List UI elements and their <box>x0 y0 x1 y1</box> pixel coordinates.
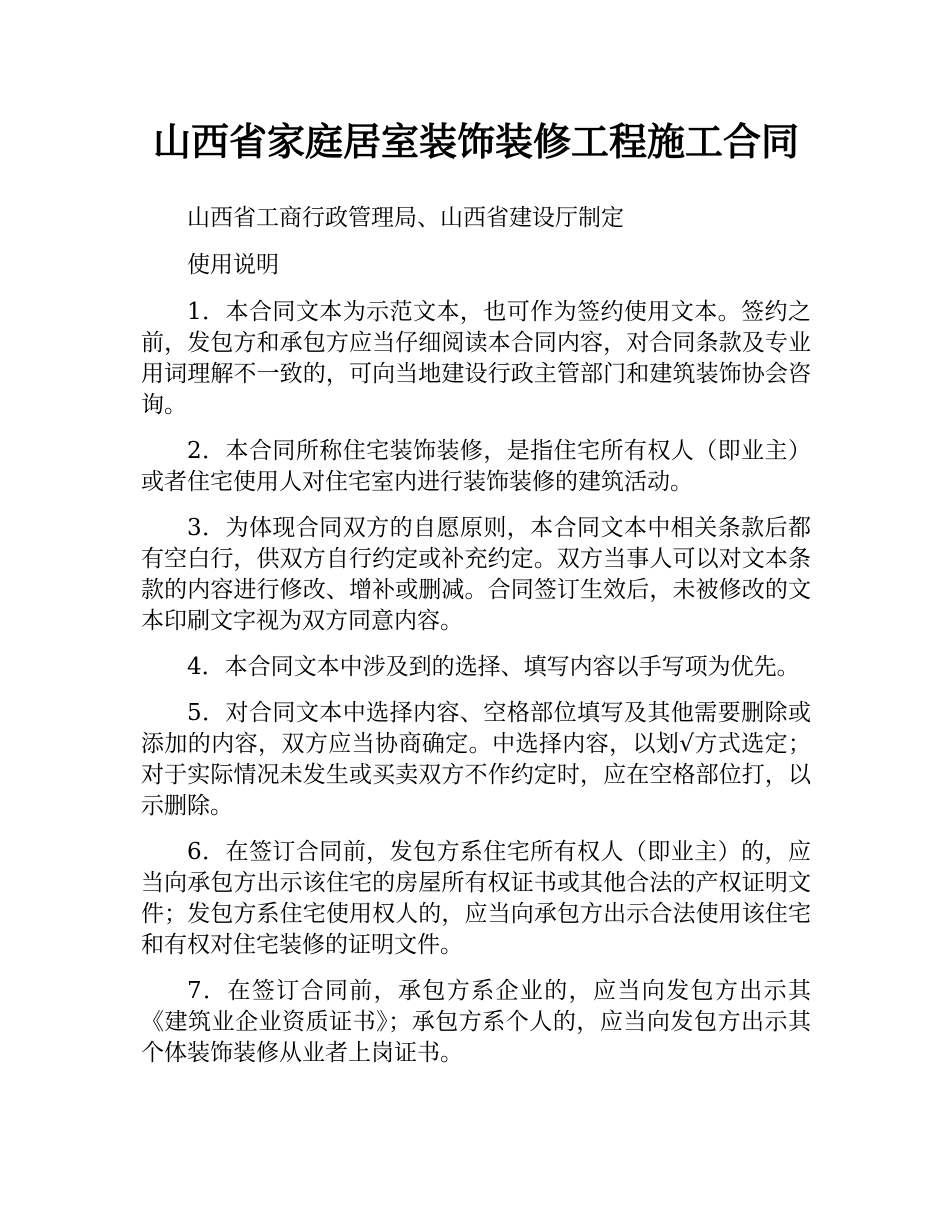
paragraph-4: 4．本合同文本中涉及到的选择、填写内容以手写项为优先。 <box>187 654 800 680</box>
paragraph-7: 7．在签订合同前，承包方系企业的，应当向发包方出示其《建筑业企业资质证书》；承包方系个人的，应当向发包方出示其个体装饰装修从业者上岗证书。 <box>141 978 811 1066</box>
paragraph-2: 2．本合同所称住宅装饰装修，是指住宅所有权人（即业主）或者住宅使用人对住宅室内进行装饰装修的建筑活动。 <box>141 438 811 495</box>
paragraph-1: 1．本合同文本为示范文本，也可作为签约使用文本。签约之前，发包方和承包方应当仔细阅读本合同内容，对合同条款及专业用词理解不一致的，可向当地建设行政主管部门和建筑装饰协会咨询。 <box>141 299 811 418</box>
document-body <box>141 203 811 1084</box>
paragraph-3: 3．为体现合同双方的自愿原则，本合同文本中相关条款后都有空白行，供双方自行约定或补充约定。双方当事人可以对文本条款的内容进行修改、增补或删减。合同签订生效后，未被修改的文本印刷文字视为双方同意内容。 <box>141 515 811 634</box>
section-heading: 使用说明 <box>187 252 279 278</box>
document-title: 山西省家庭居室装饰装修工程施工合同 <box>152 120 799 164</box>
paragraph-6: 6．在签订合同前，发包方系住宅所有权人（即业主）的，应当向承包方出示该住宅的房屋所有权证书或其他合法的产权证明文件；发包方系住宅使用权人的，应当向承包方出示合法使用该住宅和有权对住宅装修的证明文件。 <box>141 839 811 958</box>
issuer-line: 山西省工商行政管理局、山西省建设厅制定 <box>187 205 624 231</box>
paragraph-5: 5．对合同文本中选择内容、空格部位填写及其他需要删除或添加的内容，双方应当协商确定。中选择内容，以划√方式选定；对于实际情况未发生或买卖双方不作约定时，应在空格部位打，以示删除。 <box>141 700 811 819</box>
